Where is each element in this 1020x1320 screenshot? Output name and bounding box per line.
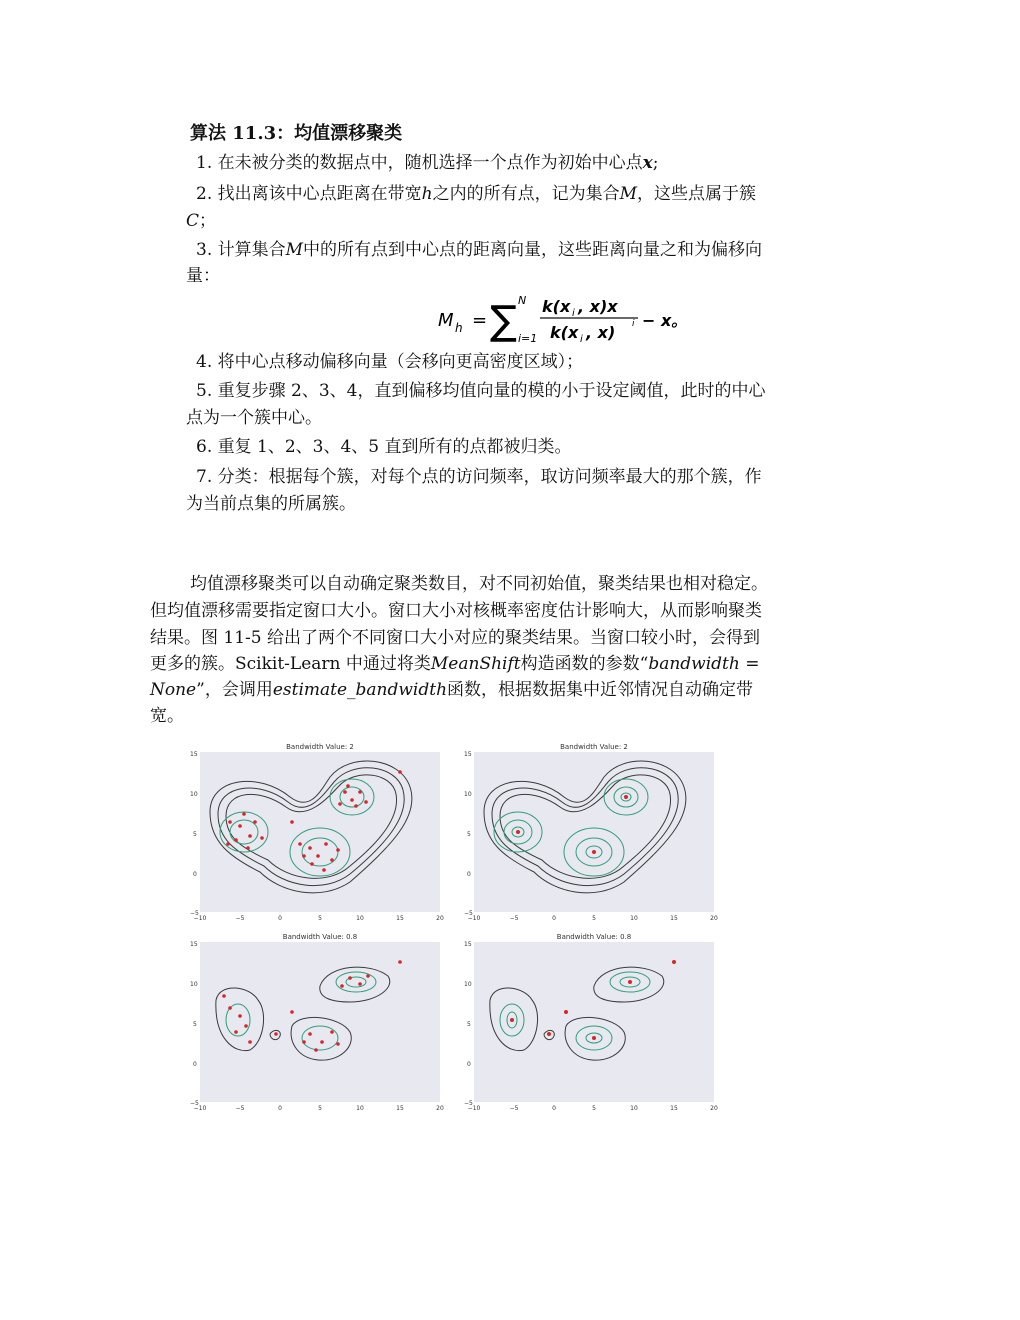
panel-4 [464, 933, 718, 1112]
svg-text:0: 0 [467, 1061, 471, 1068]
svg-text:15: 15 [190, 941, 198, 948]
paragraph-class-name: MeanShift [430, 654, 521, 674]
panel-1 [190, 743, 444, 922]
step-5-cont: 点为一个簇中心。 [186, 408, 322, 428]
svg-text:−5: −5 [509, 1105, 519, 1112]
paragraph-none: None [150, 680, 197, 700]
svg-text:10: 10 [464, 791, 472, 798]
panel-2 [464, 743, 718, 922]
svg-text:5: 5 [467, 1021, 471, 1028]
svg-text:5: 5 [467, 831, 471, 838]
svg-text:5: 5 [592, 915, 596, 922]
step-3 [196, 239, 762, 261]
formula-sum-sign: ∑ [490, 298, 517, 344]
panel-3 [190, 933, 444, 1112]
svg-text:15: 15 [670, 1105, 678, 1112]
step-5: 5. 重复步骤 2、3、4，直到偏移均值向量的模的小于设定阈值，此时的中心 [196, 381, 766, 401]
paragraph-l5-text-a: ”，会调用 [196, 680, 273, 700]
step-2-h: h [421, 184, 433, 204]
step-6: 6. 重复 1、2、3、4、5 直到所有的点都被归类。 [196, 437, 572, 457]
svg-text:5: 5 [318, 1105, 322, 1112]
formula-equals: = [472, 310, 488, 331]
formula-sum-top: N [518, 294, 527, 307]
panel-2-y-ticks [464, 751, 473, 917]
panel-3-title: Bandwidth Value: 0.8 [282, 933, 358, 941]
panel-3-x-ticks [194, 1105, 444, 1112]
svg-text:0: 0 [552, 915, 556, 922]
svg-text:−5: −5 [464, 1100, 473, 1107]
svg-text:0: 0 [552, 1105, 556, 1112]
svg-text:−5: −5 [509, 915, 519, 922]
panel-4-title: Bandwidth Value: 0.8 [556, 933, 632, 941]
svg-text:−10: −10 [193, 915, 207, 922]
svg-text:10: 10 [356, 1105, 364, 1112]
step-4: 4. 将中心点移动偏移向量（会移向更高密度区域）； [196, 352, 584, 372]
step-3-cont: 量： [186, 266, 220, 286]
step-1-end: ; [652, 153, 659, 173]
svg-text:15: 15 [396, 915, 404, 922]
step-2-M: M [619, 184, 637, 204]
svg-text:−5: −5 [190, 910, 199, 917]
panel-4-bg [474, 942, 714, 1102]
panel-3-bg [200, 942, 440, 1102]
svg-text:−10: −10 [467, 1105, 481, 1112]
panel-1-x-ticks [194, 915, 444, 922]
formula-lhs-sub: h [455, 321, 463, 335]
svg-text:10: 10 [356, 915, 364, 922]
paragraph-line-4 [150, 653, 759, 675]
svg-text:0: 0 [278, 915, 282, 922]
paragraph-func-name: estimate_bandwidth [272, 680, 448, 700]
step-2-text-b: 之内的所有点，记为集合 [432, 184, 620, 204]
step-2-text-a: 2. 找出离该中心点距离在带宽 [196, 184, 422, 204]
svg-text:−10: −10 [193, 1105, 207, 1112]
svg-text:20: 20 [710, 915, 718, 922]
svg-text:0: 0 [278, 1105, 282, 1112]
svg-text:10: 10 [464, 981, 472, 988]
svg-text:−5: −5 [235, 1105, 245, 1112]
formula-numerator-tail-index: i [632, 319, 635, 329]
step-3-text-a: 3. 计算集合 [196, 240, 286, 260]
algorithm-heading: 算法 11.3：均值漂移聚类 [190, 123, 403, 144]
bandwidth-figure [178, 740, 723, 1120]
svg-text:5: 5 [318, 915, 322, 922]
formula-numerator: k(x [542, 297, 571, 316]
panel-2-x-ticks [468, 915, 718, 922]
formula-numerator-tail: , x)x [578, 297, 618, 316]
paragraph-line-3: 结果。图 11-5 给出了两个不同窗口大小对应的聚类结果。当窗口较小时，会得到 [150, 628, 760, 648]
svg-text:20: 20 [436, 915, 444, 922]
step-1-var: x [642, 153, 653, 173]
step-1 [196, 152, 659, 174]
formula-tail: − x。 [642, 311, 688, 330]
svg-text:10: 10 [190, 791, 198, 798]
panel-4-y-ticks [464, 941, 473, 1107]
mean-shift-formula [438, 290, 688, 350]
svg-text:20: 20 [710, 1105, 718, 1112]
svg-text:−5: −5 [464, 910, 473, 917]
step-3-M: M [285, 240, 304, 260]
svg-text:5: 5 [592, 1105, 596, 1112]
svg-text:5: 5 [193, 831, 197, 838]
svg-text:15: 15 [464, 941, 472, 948]
paragraph-line-1: 均值漂移聚类可以自动确定聚类数目，对不同初始值，聚类结果也相对稳定。 [190, 574, 768, 594]
step-1-text: 1. 在未被分类的数据点中，随机选择一个点作为初始中心点 [196, 153, 643, 173]
paragraph-line-5 [150, 679, 753, 701]
step-7-cont: 为当前点集的所属簇。 [186, 494, 356, 514]
formula-sum-bottom: i=1 [518, 332, 538, 345]
step-2-text-c: ，这些点属于簇 [637, 184, 756, 204]
paragraph-l4-text-b: 构造函数的参数“ [520, 654, 649, 674]
paragraph-line-6: 宽。 [150, 706, 184, 726]
formula-denominator-index: i [580, 334, 583, 345]
panel-4-x-ticks [468, 1105, 718, 1112]
panel-3-y-ticks [190, 941, 199, 1107]
step-2-cont [186, 210, 216, 232]
step-2-C: C [186, 211, 200, 231]
panel-1-y-ticks [190, 751, 199, 917]
svg-text:0: 0 [467, 871, 471, 878]
formula-denominator-tail: , x) [586, 323, 616, 342]
svg-text:10: 10 [630, 915, 638, 922]
paragraph-line-2: 但均值漂移需要指定窗口大小。窗口大小对核概率密度估计影响大，从而影响聚类 [150, 601, 762, 621]
svg-text:15: 15 [670, 915, 678, 922]
svg-text:−5: −5 [190, 1100, 199, 1107]
paragraph-l4-text-a: 更多的簇。Scikit-Learn 中通过将类 [150, 654, 431, 674]
paragraph-l5-text-b: 函数，根据数据集中近邻情况自动确定带 [447, 680, 754, 700]
step-7: 7. 分类：根据每个簇，对每个点的访问频率，取访问频率最大的那个簇，作 [196, 467, 762, 487]
svg-text:10: 10 [190, 981, 198, 988]
panel-2-title: Bandwidth Value: 2 [560, 743, 628, 751]
paragraph-param: bandwidth = [648, 654, 760, 674]
step-3-text-b: 中的所有点到中心点的距离向量，这些距离向量之和为偏移向 [303, 240, 763, 260]
svg-text:−5: −5 [235, 915, 245, 922]
svg-text:−10: −10 [467, 915, 481, 922]
step-2-text-d: ； [199, 211, 217, 231]
svg-text:10: 10 [630, 1105, 638, 1112]
formula-denominator: k(x [550, 323, 579, 342]
svg-text:20: 20 [436, 1105, 444, 1112]
formula-numerator-index: i [572, 308, 575, 319]
svg-text:15: 15 [396, 1105, 404, 1112]
svg-text:0: 0 [193, 871, 197, 878]
step-2 [196, 183, 756, 205]
svg-text:15: 15 [464, 751, 472, 758]
panel-1-title: Bandwidth Value: 2 [286, 743, 354, 751]
svg-text:15: 15 [190, 751, 198, 758]
svg-text:0: 0 [193, 1061, 197, 1068]
svg-text:5: 5 [193, 1021, 197, 1028]
formula-lhs: M [438, 310, 454, 331]
